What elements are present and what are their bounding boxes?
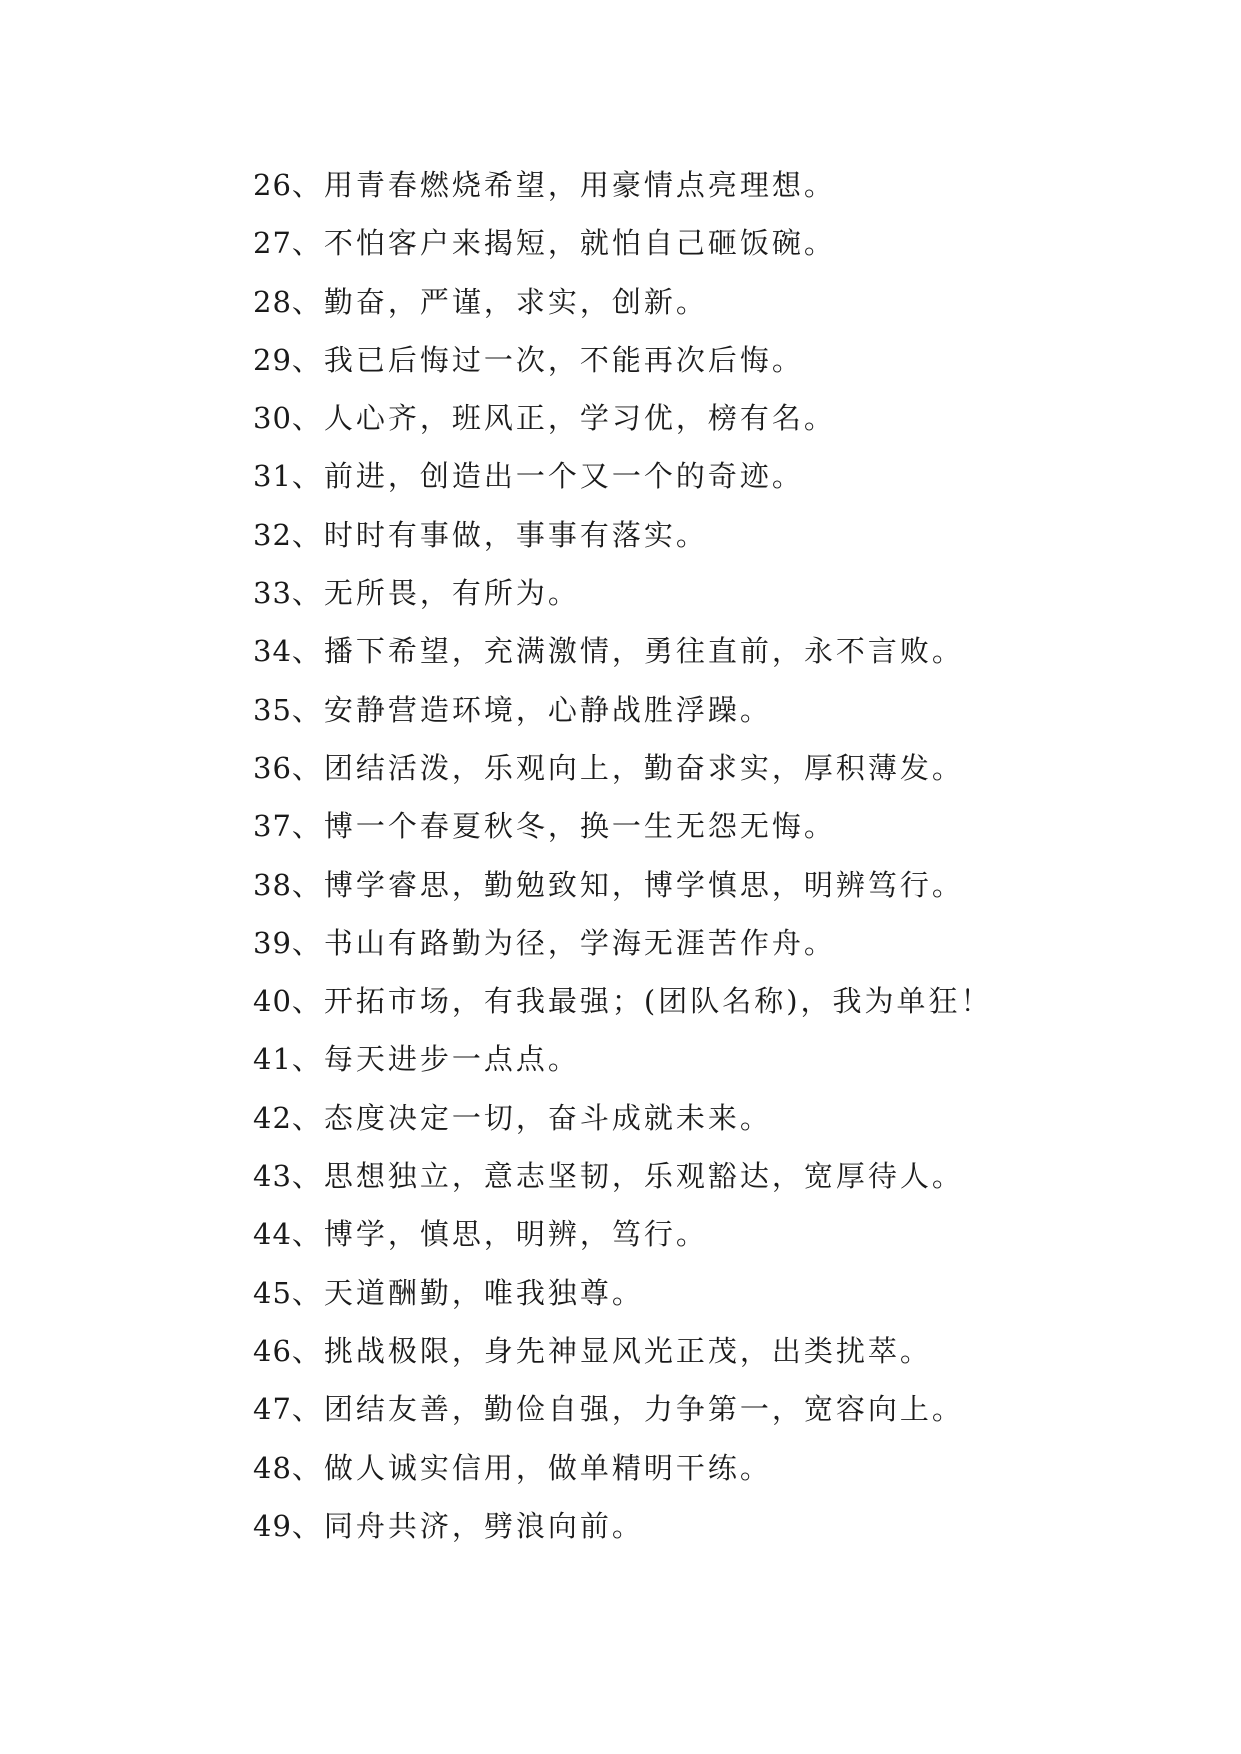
item-text: 做人诚实信用，做单精明干练。 <box>323 1450 772 1485</box>
list-item <box>253 1322 993 1380</box>
list-item <box>253 739 993 797</box>
list-item <box>253 156 993 214</box>
list-item <box>253 331 993 389</box>
item-number: 28 <box>253 284 292 319</box>
item-number: 45 <box>253 1275 292 1310</box>
list-item <box>253 564 993 622</box>
item-text: 人心齐，班风正，学习优，榜有名。 <box>323 401 836 436</box>
item-text: 团结活泼，乐观向上，勤奋求实，厚积薄发。 <box>323 750 964 785</box>
item-text: 我已后悔过一次，不能再次后悔。 <box>323 342 804 377</box>
item-number: 41 <box>253 1042 292 1077</box>
item-separator: 、 <box>291 168 324 202</box>
item-text: 团结友善，勤俭自强，力争第一，宽容向上。 <box>323 1392 964 1427</box>
item-number: 35 <box>253 692 292 727</box>
list-item <box>253 972 993 1030</box>
item-number: 46 <box>253 1333 292 1368</box>
item-text: 博学睿思，勤勉致知，博学慎思，明辨笃行。 <box>323 867 964 902</box>
item-separator: 、 <box>291 692 324 727</box>
item-text: 用青春燃烧希望，用豪情点亮理想。 <box>323 168 836 202</box>
item-text: 无所畏，有所为。 <box>323 576 580 611</box>
item-separator: 、 <box>291 1392 324 1427</box>
item-separator: 、 <box>291 1159 324 1194</box>
item-number: 39 <box>253 925 292 960</box>
list-item <box>253 1205 993 1263</box>
item-text: 前进，创造出一个又一个的奇迹。 <box>323 459 804 494</box>
item-separator: 、 <box>291 1450 324 1485</box>
list-item <box>253 1439 993 1497</box>
item-separator: 、 <box>291 1275 324 1310</box>
item-number: 38 <box>253 867 292 902</box>
item-number: 47 <box>253 1392 292 1427</box>
item-text: 态度决定一切，奋斗成就未来。 <box>323 1100 772 1135</box>
item-number: 44 <box>253 1217 292 1252</box>
item-separator: 、 <box>291 925 324 960</box>
item-number: 27 <box>253 226 292 261</box>
item-separator: 、 <box>291 634 324 669</box>
item-text: 不怕客户来揭短，就怕自己砸饭碗。 <box>323 226 836 261</box>
list-item <box>253 1264 993 1322</box>
item-separator: 、 <box>291 226 324 261</box>
list-item <box>253 506 993 564</box>
item-number: 29 <box>253 342 292 377</box>
list-item <box>253 1380 993 1438</box>
list-item <box>253 1147 993 1205</box>
list-item <box>253 214 993 272</box>
list-item <box>253 856 993 914</box>
slogan-list <box>253 156 993 1555</box>
item-separator: 、 <box>291 517 324 552</box>
item-text: 播下希望，充满激情，勇往直前，永不言败。 <box>323 634 964 669</box>
item-number: 32 <box>253 517 292 552</box>
item-separator: 、 <box>291 1100 324 1135</box>
item-text: 思想独立，意志坚韧，乐观豁达，宽厚待人。 <box>323 1159 964 1194</box>
item-text: 勤奋，严谨，求实，创新。 <box>323 284 708 319</box>
list-item <box>253 389 993 447</box>
item-text: 天道酬勤，唯我独尊。 <box>323 1275 644 1310</box>
item-text: 安静营造环境，心静战胜浮躁。 <box>323 692 772 727</box>
item-number: 33 <box>253 576 292 611</box>
item-separator: 、 <box>291 809 324 844</box>
item-separator: 、 <box>291 1333 324 1368</box>
item-separator: 、 <box>291 867 324 902</box>
list-item <box>253 447 993 505</box>
list-item <box>253 273 993 331</box>
item-number: 26 <box>253 168 292 202</box>
item-number: 42 <box>253 1100 292 1135</box>
item-number: 49 <box>253 1508 292 1543</box>
item-separator: 、 <box>291 401 324 436</box>
item-text: 同舟共济，劈浪向前。 <box>323 1508 644 1543</box>
item-number: 30 <box>253 401 292 436</box>
item-number: 36 <box>253 750 292 785</box>
item-separator: 、 <box>291 1508 324 1543</box>
item-text: 博一个春夏秋冬，换一生无怨无悔。 <box>323 809 836 844</box>
item-number: 43 <box>253 1159 292 1194</box>
list-item <box>253 797 993 855</box>
item-number: 34 <box>253 634 292 669</box>
item-separator: 、 <box>291 1217 324 1252</box>
list-item <box>253 914 993 972</box>
item-text: 时时有事做，事事有落实。 <box>323 517 708 552</box>
item-text: 博学，慎思，明辨，笃行。 <box>323 1217 708 1252</box>
item-number: 37 <box>253 809 292 844</box>
list-item <box>253 681 993 739</box>
item-separator: 、 <box>291 750 324 785</box>
item-separator: 、 <box>291 459 324 494</box>
list-item <box>253 1089 993 1147</box>
item-number: 31 <box>253 459 292 494</box>
item-text: 每天进步一点点。 <box>323 1042 580 1077</box>
item-separator: 、 <box>291 1042 324 1077</box>
list-item <box>253 622 993 680</box>
item-text: 挑战极限，身先神显风光正茂，出类扰萃。 <box>323 1333 932 1368</box>
item-text: 书山有路勤为径，学海无涯苦作舟。 <box>323 925 836 960</box>
list-item <box>253 1030 993 1088</box>
item-text: 开拓市场，有我最强；(团队名称)，我为单狂！ <box>323 984 993 1019</box>
item-separator: 、 <box>291 984 324 1019</box>
item-number: 40 <box>253 984 292 1019</box>
item-separator: 、 <box>291 342 324 377</box>
item-number: 48 <box>253 1450 292 1485</box>
item-separator: 、 <box>291 576 324 611</box>
list-item <box>253 1497 993 1555</box>
item-separator: 、 <box>291 284 324 319</box>
